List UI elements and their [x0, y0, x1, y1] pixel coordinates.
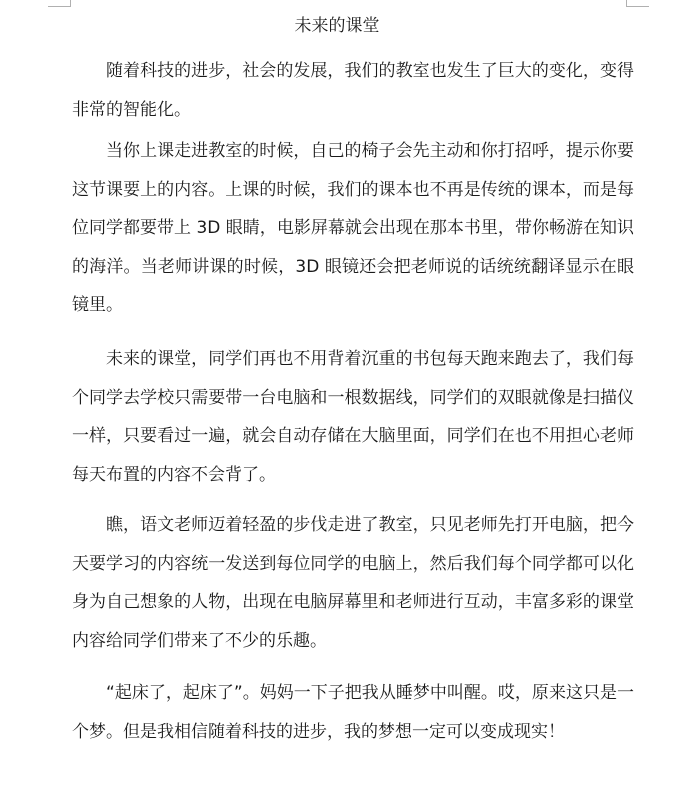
document-title: 未来的课堂: [294, 16, 380, 36]
paragraph-4: 瞧，语文老师迈着轻盈的步伐走进了教室，只见老师先打开电脑，把今天要学习的内容统一发送到每位同学的电脑上，然后我们每个同学都可以化身为自己想象的人物，出现在电脑屏幕里和老师进行互动，丰富多彩的课堂内容给同学们带来了不少的乐趣。: [72, 515, 634, 651]
margin-corner-mark-left: [48, 0, 71, 7]
paragraph-5: “起床了，起床了”。妈妈一下子把我从睡梦中叫醒。哎，原来这只是一个梦。但是我相信随着科技的进步，我的梦想一定可以变成现实！: [72, 683, 634, 742]
paragraph-3: 未来的课堂，同学们再也不用背着沉重的书包每天跑来跑去了，我们每个同学去学校只需要带一台电脑和一根数据线，同学们的双眼就像是扫描仪一样，只要看过一遍，就会自动存储在大脑里面，同学们在也不用担心老师每天布置的内容不会背了。: [72, 349, 634, 485]
margin-corner-mark-right: [626, 0, 649, 7]
paragraph-1: 随着科技的进步，社会的发展，我们的教室也发生了巨大的变化，变得非常的智能化。: [72, 61, 634, 120]
paragraph-2: 当你上课走进教室的时候，自己的椅子会先主动和你打招呼，提示你要这节课要上的内容。上课的时候，我们的课本也不再是传统的课本，而是每位同学都要带上 3D 眼睛，电影屏幕就会出现在那本书里，带你畅游在知识的海洋。当老师讲课的时候，3D 眼镜还会把老师说的话统统翻译显示在眼镜里。: [72, 141, 634, 315]
